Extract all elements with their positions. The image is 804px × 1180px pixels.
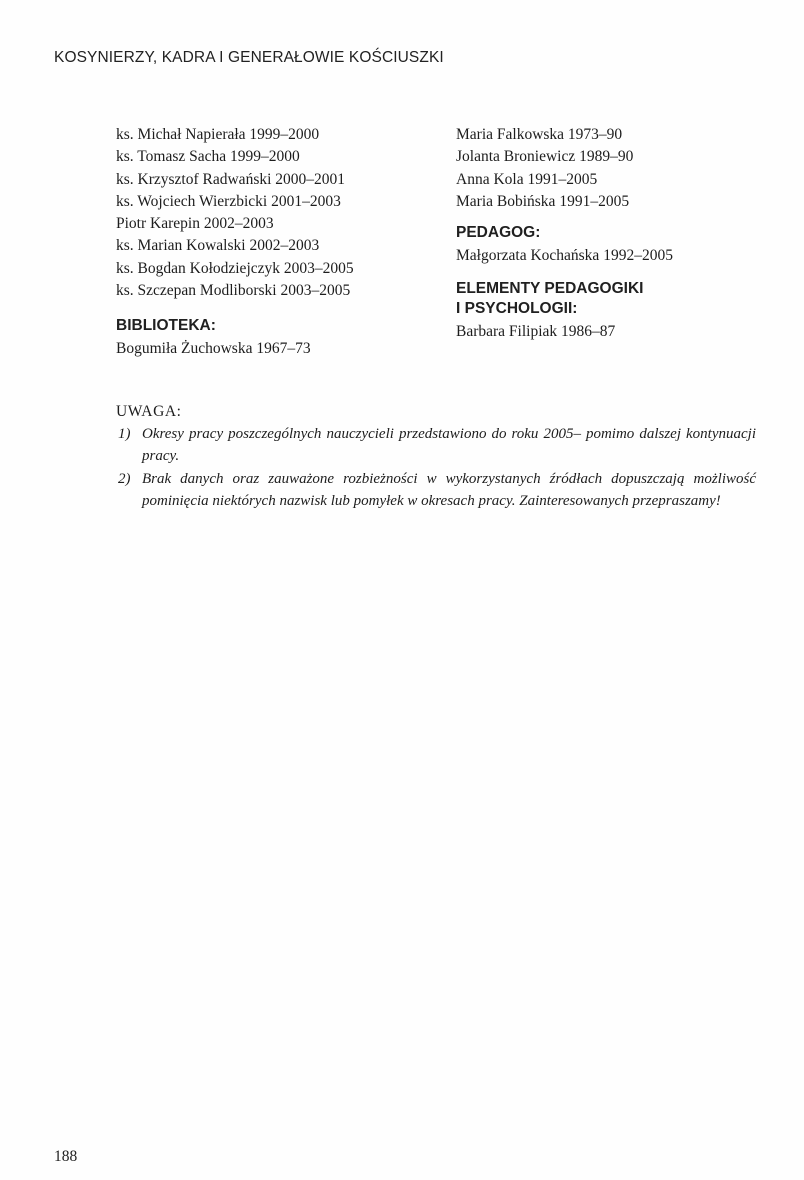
- right-column: [456, 124, 756, 344]
- staff-entry: Barbara Filipiak 1986–87: [456, 323, 616, 341]
- note-item: [116, 423, 756, 468]
- staff-entry: Maria Bobińska 1991–2005: [456, 192, 630, 210]
- staff-entry: ks. Bogdan Kołodziejczyk 2003–2005: [116, 259, 354, 277]
- section-heading-line: ELEMENTY PEDAGOGIKI: [456, 280, 644, 298]
- staff-entry: Maria Falkowska 1973–90: [456, 126, 623, 143]
- note-title: UWAGA:: [116, 403, 182, 420]
- note-text: Okresy pracy poszczególnych nauczycieli przedstawiono do roku 2005– pomimo dalszej kontynuacji pracy.: [142, 426, 756, 465]
- note-text: Brak danych oraz zauważone rozbieżności w wykorzystanych źródłach dopuszczają możliwość pominięcia niektórych nazwisk lub pomyłek w okresach pracy. Zainteresowanych przepraszamy!: [142, 470, 756, 509]
- note-block: [116, 401, 756, 512]
- note-number: 2): [118, 470, 131, 487]
- page-number: 188: [54, 1148, 78, 1165]
- staff-entry: ks. Michał Napierała 1999–2000: [116, 126, 320, 143]
- staff-entry: Jolanta Broniewicz 1989–90: [456, 148, 634, 166]
- staff-entry: Anna Kola 1991–2005: [456, 170, 598, 188]
- section-heading-biblioteka: BIBLIOTEKA:: [116, 317, 216, 335]
- section-heading-elementy-pedagogiki: [456, 279, 756, 319]
- staff-entry: Bogumiła Żuchowska 1967–73: [116, 340, 311, 358]
- note-number: 1): [118, 426, 131, 442]
- left-column: [116, 124, 436, 361]
- note-item: [116, 468, 756, 513]
- section-heading-line: I PSYCHOLOGII:: [456, 300, 578, 318]
- running-header: KOSYNIERZY, KADRA I GENERAŁOWIE KOŚCIUSZKI: [54, 49, 444, 66]
- staff-entry: ks. Krzysztof Radwański 2000–2001: [116, 170, 346, 188]
- staff-entry: Piotr Karepin 2002–2003: [116, 215, 274, 233]
- section-heading-pedagog: PEDAGOG:: [456, 224, 541, 242]
- staff-entry: ks. Marian Kowalski 2002–2003: [116, 237, 320, 255]
- staff-entry: ks. Wojciech Wierzbicki 2001–2003: [116, 192, 341, 210]
- staff-entry: ks. Szczepan Modliborski 2003–2005: [116, 282, 351, 300]
- staff-entry: ks. Tomasz Sacha 1999–2000: [116, 148, 300, 166]
- staff-entry: Małgorzata Kochańska 1992–2005: [456, 247, 673, 265]
